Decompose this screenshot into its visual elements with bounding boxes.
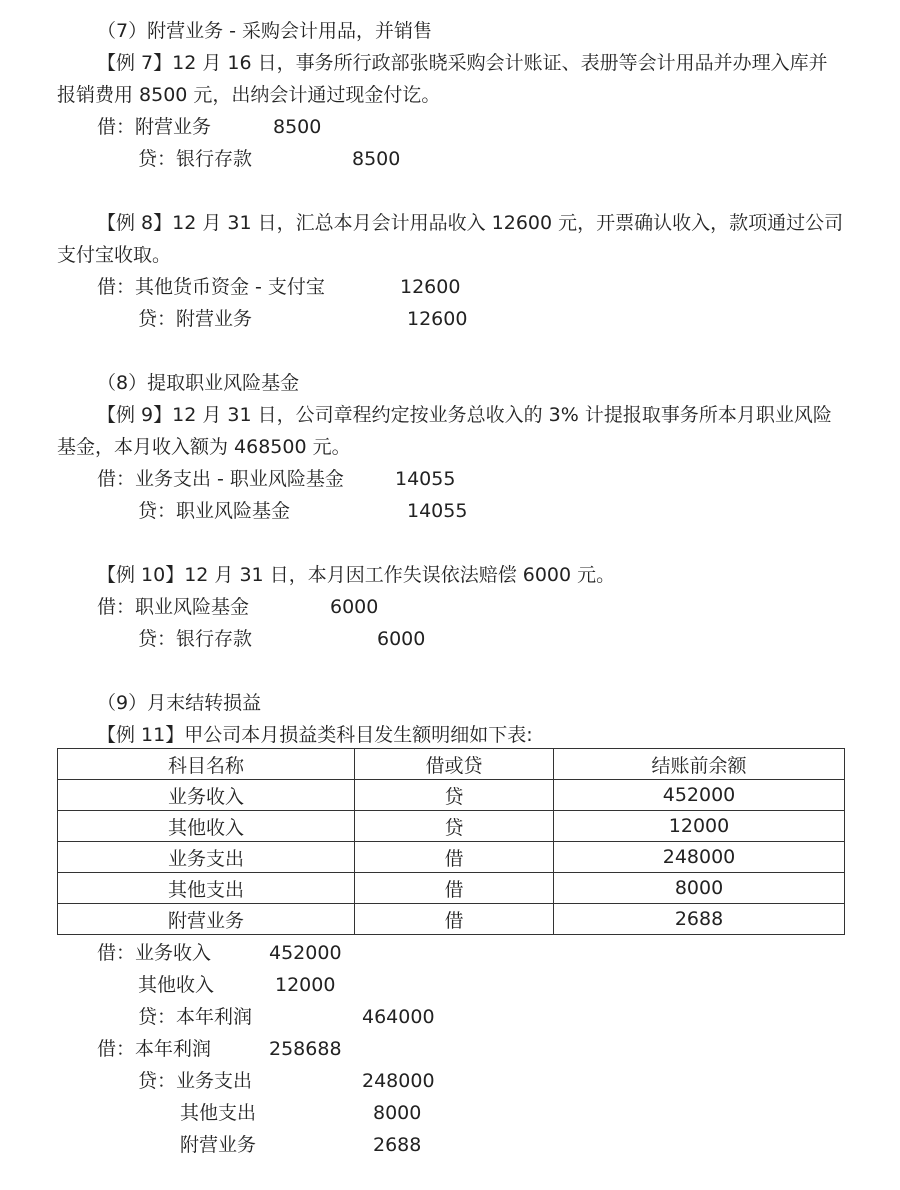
example-10-debit-amount: 6000 — [330, 596, 379, 618]
table-cell: 借 — [355, 873, 554, 904]
table-cell: 2688 — [554, 904, 845, 935]
example-7-text-line1: 【例 7】12 月 16 日，事务所行政部张晓采购会计账证、表册等会计用品并办理入库并 — [97, 52, 828, 74]
table-header-cell: 科目名称 — [58, 749, 355, 780]
table-header-cell: 借或贷 — [355, 749, 554, 780]
table-cell: 8000 — [554, 873, 845, 904]
table-cell: 其他收入 — [58, 811, 355, 842]
table-cell: 贷 — [355, 811, 554, 842]
example-8-debit-amount: 12600 — [400, 276, 461, 298]
table-cell: 贷 — [355, 780, 554, 811]
example-11-entry1-credit-amount: 464000 — [362, 1006, 435, 1028]
example-11-entry2-credit1-amount: 248000 — [362, 1070, 435, 1092]
example-8-credit-account: 贷：附营业务 — [138, 308, 253, 330]
table-row — [58, 780, 845, 811]
example-10-credit-account: 贷：银行存款 — [138, 628, 253, 650]
example-11-entry1-debit2-amount: 12000 — [275, 974, 336, 996]
table-header-cell: 结账前余额 — [554, 749, 845, 780]
example-11-entry2-credit3-account: 附营业务 — [180, 1134, 257, 1156]
example-9-debit-account: 借：业务支出 - 职业风险基金 — [97, 468, 344, 490]
table-cell: 附营业务 — [58, 904, 355, 935]
table-cell: 业务收入 — [58, 780, 355, 811]
example-11-text: 【例 11】甲公司本月损益类科目发生额明细如下表: — [97, 724, 533, 746]
example-8-text-line2: 支付宝收取。 — [57, 244, 172, 266]
section-heading-8: （8）提取职业风险基金 — [97, 372, 300, 394]
table-cell: 248000 — [554, 842, 845, 873]
section-heading-9: （9）月末结转损益 — [97, 692, 262, 714]
example-11-entry2-debit-amount: 258688 — [269, 1038, 342, 1060]
table-row — [58, 904, 845, 935]
example-7-debit-amount: 8500 — [273, 116, 322, 138]
example-8-debit-account: 借：其他货币资金 - 支付宝 — [97, 276, 325, 298]
example-11-entry2-credit1-account: 贷：业务支出 — [138, 1070, 253, 1092]
example-9-text-line1: 【例 9】12 月 31 日，公司章程约定按业务总收入的 3% 计提报取事务所本月职业风险 — [97, 404, 832, 426]
example-11-entry2-credit2-account: 其他支出 — [180, 1102, 257, 1124]
table-header-row — [58, 749, 845, 780]
example-11-entry1-credit-account: 贷：本年利润 — [138, 1006, 253, 1028]
table-cell: 12000 — [554, 811, 845, 842]
example-10-text: 【例 10】12 月 31 日，本月因工作失误依法赔偿 6000 元。 — [97, 564, 616, 586]
section-heading-7: （7）附营业务 - 采购会计用品，并销售 — [97, 20, 433, 42]
example-8-credit-amount: 12600 — [407, 308, 468, 330]
example-7-credit-amount: 8500 — [352, 148, 401, 170]
table-row — [58, 873, 845, 904]
example-9-credit-account: 贷：职业风险基金 — [138, 500, 291, 522]
example-9-credit-amount: 14055 — [407, 500, 468, 522]
example-11-entry1-debit2-account: 其他收入 — [138, 974, 215, 996]
example-8-text-line1: 【例 8】12 月 31 日，汇总本月会计用品收入 12600 元，开票确认收入，款项通过公司 — [97, 212, 844, 234]
profit-loss-accounts-table — [57, 748, 845, 935]
example-11-entry1-debit1-amount: 452000 — [269, 942, 342, 964]
example-10-debit-account: 借：职业风险基金 — [97, 596, 250, 618]
table-cell: 452000 — [554, 780, 845, 811]
table-row — [58, 842, 845, 873]
table-row — [58, 811, 845, 842]
table-cell: 其他支出 — [58, 873, 355, 904]
example-9-text-line2: 基金，本月收入额为 468500 元。 — [57, 436, 351, 458]
example-7-credit-account: 贷：银行存款 — [138, 148, 253, 170]
example-11-entry2-credit3-amount: 2688 — [373, 1134, 422, 1156]
example-7-debit-account: 借：附营业务 — [97, 116, 212, 138]
example-11-entry2-credit2-amount: 8000 — [373, 1102, 422, 1124]
example-9-debit-amount: 14055 — [395, 468, 456, 490]
example-11-entry2-debit-account: 借：本年利润 — [97, 1038, 212, 1060]
example-11-entry1-debit1-account: 借：业务收入 — [97, 942, 212, 964]
table-cell: 借 — [355, 904, 554, 935]
example-10-credit-amount: 6000 — [377, 628, 426, 650]
example-7-text-line2: 报销费用 8500 元，出纳会计通过现金付讫。 — [57, 84, 441, 106]
table-cell: 业务支出 — [58, 842, 355, 873]
table-cell: 借 — [355, 842, 554, 873]
